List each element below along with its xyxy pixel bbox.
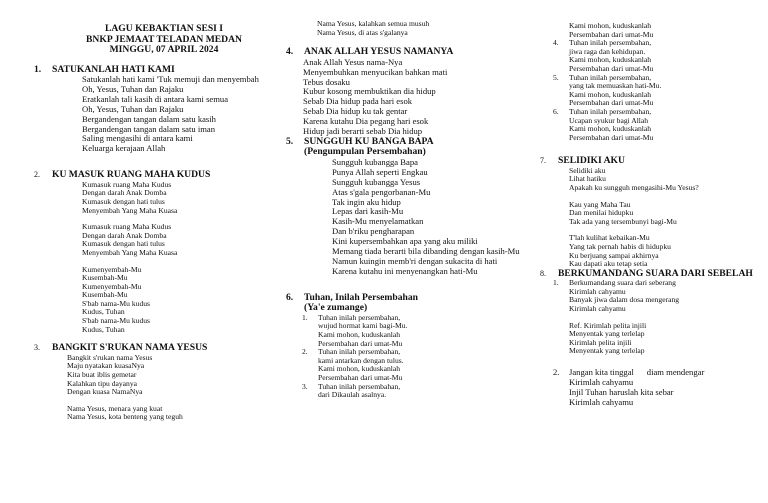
section-7-lyrics: Selidiki aku Lihat hatiku Apakah ku sungguh mengasihi-Mu Yesus? Kau yang Maha Tau Dan menilai hidupku Tak ada yang tersembunyi bagi-Mu T'lah kulihat kebaikan-Mu Yang tak pernah habis di hidupku Ku berjuang sampai akhirnya Kau dapati aku tetap setia <box>569 165 699 269</box>
section-3-continued: Nama Yesus, kalahkan semua musuh Nama Yesus, di atas s'galanya <box>317 19 430 37</box>
column-left <box>34 0 274 422</box>
verse-item: 3. Tuhan inilah persembahan, dari Dikaulah asalnya. <box>302 381 401 400</box>
section-1-lyrics: Satukanlah hati kami 'Tuk memuji dan menyembah Oh, Yesus, Tuhan dan Rajaku Eratkanlah tali kasih di antara kami semua Oh, Yesus, Tuhan dan Rajaku Bergandengan tangan dalam satu kasih Bergandengan tangan dalam satu iman Saling mengasihi di antara kami Keluarga kerajaan Allah <box>82 74 259 154</box>
section-5-lyrics: Sungguh kubangga Bapa Punya Allah seperti Engkau Sungguh kubangga Yesus Atas s'gala pengorbanan-Mu Tak ingin aku hidup Lepas dari kasih-Mu Kasih-Mu menyelamatkan Dan b'riku pengharapan Kini kupersembahkan apa yang aku miliki Memang tiada berarti bila dibanding dengan kasih-Mu Namun kuingin memb'ri dengan sukacita di hati Karena kutahu ini menyenangkan hati-Mu <box>332 156 520 276</box>
section-6-verses-continued <box>548 39 763 142</box>
column-right <box>540 0 763 408</box>
section-8-lyrics <box>548 279 763 407</box>
verse-item: 5. Tuhan inilah persembahan, yang tak memuaskan hati-Mu. Kami mohon, kuduskanlah Persembahan dari umat-Mu <box>553 72 662 108</box>
verse-item: 1. Berkumandang suara dari seberang Kirimlah cahyamu Banyak jiwa dalam dosa mengerang Kirimlah cahyamu <box>553 278 680 314</box>
section-7-heading: 7. SELIDIKI AKU <box>540 155 625 167</box>
refrain: Ref. Kirimlah pelita injili Menyentak yang terlelap Kirimlah pelita injili Menyentak yang terlelap <box>569 320 647 356</box>
section-6-heading: 6. Tuhan, Inilah Persembahan <box>286 291 419 303</box>
verse-item: 2. Tuhan inilah persembahan, kami antarkan dengan tulus. Kami mohon, kuduskanlah Persembahan dari umat-Mu <box>302 347 404 382</box>
section-6-verses <box>286 314 536 400</box>
section-4-lyrics: Anak Allah Yesus nama-Nya Menyembuhkan menyucikan bahkan mati Tebus dosaku Kubur kosong membuktikan dia hidup Sebab Dia hidup pada hari esok Sebab Dia hidup ku tak gentar Karena kutahu Dia pegang hari esok Hidup jadi berarti sebab Dia hidup <box>303 56 448 137</box>
column-middle <box>286 0 536 400</box>
verse-item: 1. Tuhan inilah persembahan, wujud hormat kami bagi-Mu. Kami mohon, kuduskanlah Persembahan dari umat-Mu <box>302 312 408 348</box>
section-3-lyrics: Bangkit s'rukan nama Yesus Maju nyatakan kuasaNya Kita buat iblis gemetar Kalahkan tipu dayanya Dengan kuasa NamaNya Nama Yesus, menara yang kuat Nama Yesus, kota benteng yang teguh <box>67 352 183 422</box>
verse-item: 6. Tuhan inilah persembahan, Ucapan syukur bagi Allah Kami mohon, kuduskanlah Persembahan dari umat-Mu <box>553 106 654 142</box>
section-6-subtitle: (Ya'e zumange) <box>304 302 368 314</box>
section-1-heading: 1. SATUKANLAH HATI KAMI <box>34 63 175 75</box>
section-4-heading: 4. ANAK ALLAH YESUS NAMANYA <box>286 46 454 58</box>
section-5-heading: 5. SUNGGUH KU BANGA BAPA <box>286 135 434 147</box>
section-5-subtitle: (Pengumpulan Persembahan) <box>304 146 426 158</box>
section-6-verse-3-continued: Kami mohon, kuduskanlah Persembahan dari umat-Mu <box>569 21 654 39</box>
doc-title-2: BNKP JEMAAT TELADAN MEDAN <box>86 33 242 45</box>
verse-item: 2. Jangan kita tinggal diam mendengar Kirimlah cahyamu Injil Tuhan haruslah kita sebar Kirimlah cahyamu <box>553 367 705 407</box>
section-3-heading: 3. BANGKIT S'RUKAN NAMA YESUS <box>34 342 208 354</box>
doc-title-3: MINGGU, 07 APRIL 2024 <box>109 44 219 55</box>
verse-item: 4. Tuhan inilah persembahan, jiwa raga dan kehidupan. Kami mohon, kuduskanlah Persembahan dari umat-Mu <box>553 38 654 73</box>
section-8-heading: 8. BERKUMANDANG SUARA DARI SEBELAH <box>540 267 753 279</box>
doc-title-1: LAGU KEBAKTIAN SESI I <box>104 23 224 34</box>
section-2-heading: 2. KU MASUK RUANG MAHA KUDUS <box>34 169 211 181</box>
section-2-lyrics: Kumasuk ruang Maha Kudus Dengan darah Anak Domba Kumasuk dengan hati tulus Menyembah Yang Maha Kuasa Kumasuk ruang Maha Kudus Dengan darah Anak Domba Kumasuk dengan hati tulus Menyembah Yang Maha Kuasa Kumenyembah-Mu Kusembah-Mu Kumenyembah-Mu Kusembah-Mu S'bab nama-Mu kudus Kudus, Tuhan S'bab nama-Mu kudus Kudus, Tuhan <box>82 179 178 334</box>
